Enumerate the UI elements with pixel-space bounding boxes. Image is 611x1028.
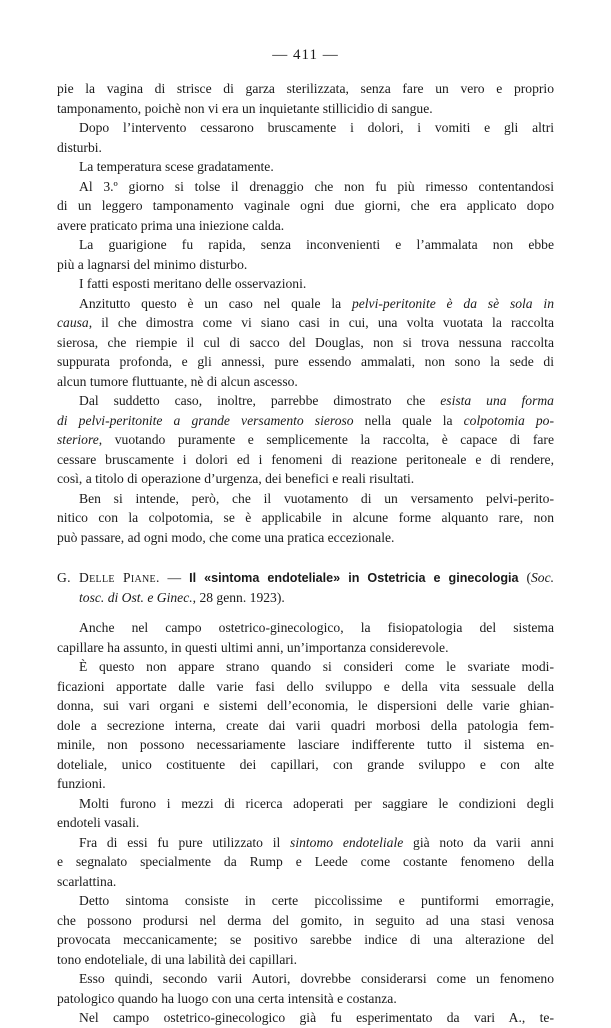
line-text: tono endoteliale, di una labilità dei capillari. bbox=[57, 951, 298, 967]
line-text: funzioni. bbox=[57, 776, 106, 791]
text-line bbox=[57, 969, 554, 989]
line-text: ficazioni apportate dalle varie fasi dello sviluppo e della vita sessuale della bbox=[57, 678, 554, 694]
text-line bbox=[57, 638, 554, 658]
italic-text: colpotomia po- bbox=[463, 412, 554, 428]
text-line bbox=[57, 138, 554, 158]
author-name: G. Delle Piane. bbox=[57, 570, 160, 585]
line-text: così, a titolo di operazione d’urgenza, dei benefici e reali risultati. bbox=[57, 471, 415, 486]
line-text: minile, non possono necessariamente lasciare indifferente tutto il sistema en- bbox=[57, 737, 554, 752]
italic-text: causa bbox=[57, 315, 89, 330]
line-text: pie la vagina di strisce di garza sterilizzata, senza fare un vero e proprio bbox=[57, 81, 554, 96]
text-line bbox=[57, 177, 554, 197]
text-line bbox=[57, 696, 554, 716]
text-line bbox=[57, 677, 554, 697]
text-line bbox=[57, 891, 554, 911]
text-line bbox=[57, 755, 554, 775]
line-text: Ben si intende, però, che il vuotamento di un versamento pelvi-perito- bbox=[79, 490, 554, 506]
text-line bbox=[57, 430, 554, 450]
page-number: — 411 — bbox=[272, 47, 339, 63]
line-text: Fra di essi fu pure utilizzato il bbox=[79, 834, 291, 850]
italic-text: esista una forma bbox=[440, 393, 554, 408]
section-separator bbox=[57, 547, 554, 568]
line-text: provocata meccanicamente; se positivo sarebbe indice di una alterazione del bbox=[57, 932, 554, 947]
text-line bbox=[57, 489, 554, 509]
text-line bbox=[57, 657, 554, 677]
text-line bbox=[57, 274, 554, 294]
line-text: più a lagnarsi del minimo disturbo. bbox=[57, 256, 248, 272]
text-line bbox=[57, 508, 554, 528]
line-text: donna, sui vari organi e sistemi dell’economia, le dispersioni delle varie ghian- bbox=[57, 698, 554, 713]
text-line bbox=[57, 833, 554, 853]
line-text: Dopo l’intervento cessarono bruscamente i dolori, i vomiti e gli altri bbox=[79, 120, 554, 135]
text-line bbox=[57, 216, 554, 236]
text-line bbox=[57, 411, 554, 431]
text-line bbox=[57, 157, 554, 177]
text-line bbox=[57, 911, 554, 931]
text-line bbox=[57, 930, 554, 950]
line-text: alcun tumore fluttuante, nè di alcun ascesso. bbox=[57, 373, 298, 389]
article-heading-line-2 bbox=[57, 588, 554, 608]
text-line bbox=[57, 450, 554, 470]
line-text: La temperatura scese gradatamente. bbox=[79, 159, 274, 174]
heading-separator bbox=[57, 607, 554, 618]
text-line bbox=[57, 852, 554, 872]
text-line bbox=[57, 813, 554, 833]
article-heading-line-1 bbox=[57, 568, 554, 588]
line-text: , vuotando puramente e semplicemente la raccolta, è capace di fare bbox=[98, 432, 554, 447]
line-text: nitico con la colpotomia, se è applicabile in alcune forme alquanto rare, non bbox=[57, 510, 554, 525]
italic-text: pelvi-peritonite è da sè sola in bbox=[351, 295, 554, 311]
line-text: Nel campo ostetrico-ginecologico già fu esperimentato da vari A., te- bbox=[79, 1010, 554, 1025]
section-case-report bbox=[57, 79, 554, 547]
line-text: patologico quando ha luogo con una certa intensità e costanza. bbox=[57, 990, 397, 1006]
text-line bbox=[57, 352, 554, 372]
citation-journal-end: tosc. di Ost. e Ginec. bbox=[79, 589, 193, 605]
text-line bbox=[57, 372, 554, 392]
text-line bbox=[57, 1008, 554, 1028]
line-text: sierosa, che riempie il cul di sacco del Douglas, non si trova nessuna raccolta bbox=[57, 334, 554, 350]
text-line bbox=[57, 528, 554, 548]
article-heading bbox=[57, 568, 554, 607]
text-line bbox=[57, 79, 554, 99]
italic-text: steriore bbox=[57, 432, 99, 447]
line-text: I fatti esposti meritano delle osservazioni. bbox=[79, 276, 307, 291]
line-text: È questo non appare strano quando si consideri come le svariate modi- bbox=[79, 659, 554, 674]
line-text: capillare ha assunto, in questi ultimi anni, un’importanza considerevole. bbox=[57, 639, 449, 655]
line-text: già noto da varii anni bbox=[403, 834, 554, 850]
italic-text: sintomo endoteliale bbox=[290, 834, 404, 850]
citation-journal-start: Soc. bbox=[530, 570, 554, 585]
line-text: Anzitutto questo è un caso nel quale la bbox=[79, 295, 352, 311]
line-text: tamponamento, poichè non vi era un inquietante stillicidio di sangue. bbox=[57, 100, 433, 116]
citation-open: ( bbox=[518, 570, 531, 585]
line-text: disturbi. bbox=[57, 139, 102, 155]
citation-date: , 28 genn. 1923). bbox=[192, 589, 285, 605]
line-text: dole a secrezione interna, create dai varii quadri morbosi della patologia fem- bbox=[57, 717, 554, 733]
text-line bbox=[57, 618, 554, 638]
text-line bbox=[57, 255, 554, 275]
text-line bbox=[57, 118, 554, 138]
line-text: Molti furono i mezzi di ricerca adoperati per saggiare le condizioni degli bbox=[79, 795, 554, 811]
line-text: La guarigione fu rapida, senza inconvenienti e l’ammalata non ebbe bbox=[79, 237, 554, 252]
line-text: cessare bruscamente i dolori ed i fenomeni di reazione peritoneale e di rendere, bbox=[57, 451, 554, 467]
text-line bbox=[57, 989, 554, 1009]
text-line bbox=[57, 294, 554, 314]
line-text: che possono prodursi nel derma del gomito, in seguito ad una stasi venosa bbox=[57, 912, 554, 928]
section-endothelial-sign bbox=[57, 618, 554, 1028]
line-text: può passare, ad ogni modo, che come una pratica eccezionale. bbox=[57, 529, 395, 545]
line-text: Esso quindi, secondo varii Autori, dovrebbe considerarsi come un fenomeno bbox=[79, 971, 554, 986]
text-line bbox=[57, 333, 554, 353]
line-text: e segnalato specialmente da Rump e Leede come costante fenomeno della bbox=[57, 854, 554, 869]
line-text: avere praticato prima una iniezione calda. bbox=[57, 217, 285, 233]
text-line bbox=[57, 391, 554, 411]
article-title: Il «sintoma endoteliale» in Ostetricia e ginecologia bbox=[189, 571, 519, 585]
text-line bbox=[57, 235, 554, 255]
text-line bbox=[57, 774, 554, 794]
line-text: endoteli vasali. bbox=[57, 815, 140, 830]
text-column bbox=[57, 79, 554, 1028]
text-line bbox=[57, 716, 554, 736]
text-line bbox=[57, 99, 554, 119]
line-text: , il che dimostra come vi siano casi in cui, una volta vuotata la raccolta bbox=[88, 315, 554, 330]
heading-dash: — bbox=[159, 570, 190, 585]
line-text: Anche nel campo ostetrico-ginecologico, la fisiopatologia del sistema bbox=[79, 620, 554, 635]
line-text: Detto sintoma consiste in certe piccolissime e puntiformi emorragie, bbox=[79, 893, 554, 908]
line-text: suppurata profonda, e gli annessi, pure essendo ammalati, non sono la sede di bbox=[57, 354, 554, 369]
text-line bbox=[57, 313, 554, 333]
line-text: doteliale, unico costituente dei capillari, con grande sviluppo e con alte bbox=[57, 756, 554, 772]
line-text: Dal suddetto caso, inoltre, parrebbe dimostrato che bbox=[79, 393, 441, 408]
line-text: nella quale la bbox=[353, 412, 464, 428]
line-text: Al 3.º giorno si tolse il drenaggio che non fu più rimesso contentandosi bbox=[79, 178, 554, 194]
text-line bbox=[57, 735, 554, 755]
line-text: di un leggero tamponamento vaginale ogni due giorni, che era applicato dopo bbox=[57, 198, 554, 213]
italic-text: di pelvi-peritonite a grande versamento sieroso bbox=[57, 412, 354, 428]
text-line bbox=[57, 196, 554, 216]
line-text: scarlattina. bbox=[57, 873, 117, 889]
text-line bbox=[57, 469, 554, 489]
text-line bbox=[57, 794, 554, 814]
text-line bbox=[57, 872, 554, 892]
text-line bbox=[57, 950, 554, 970]
